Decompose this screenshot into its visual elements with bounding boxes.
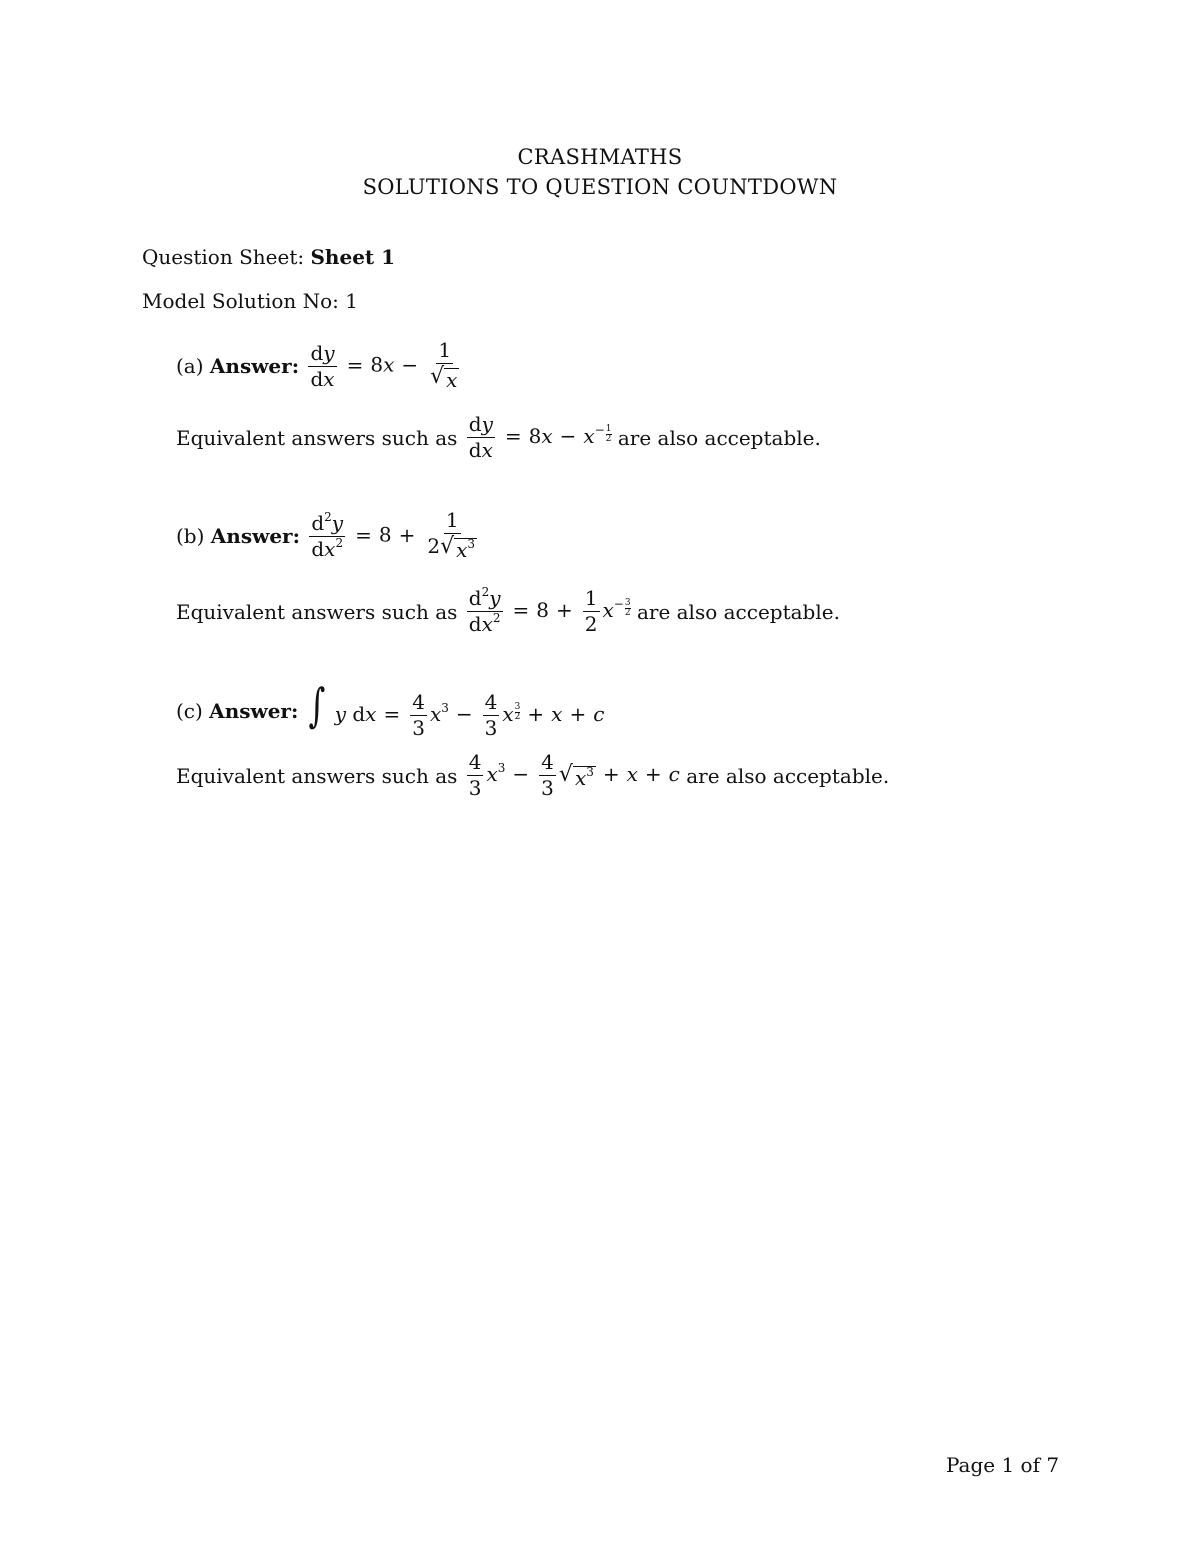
part-a-equiv-suffix: are also acceptable. — [617, 425, 821, 450]
document-title: CRASHMATHS — [517, 145, 683, 169]
part-c-answer-word: Answer: — [209, 698, 299, 723]
part-c-answer — [176, 678, 605, 740]
model-solution-label: Model Solution No: — [142, 289, 339, 313]
part-a-equiv-formula: $\frac{dy}{dx}$ = 8x − x− $\frac{1}{2}$ — [468, 412, 612, 462]
part-b-equiv-formula: $\frac{d^2y}{dx^2}$ = 8 + $\frac{1}{2}$ x− $\frac{3}{2}$ — [468, 585, 631, 636]
part-a-formula: $\frac{dy}{dx}$ = 8x − 1 √ x — [310, 338, 458, 392]
page-number: Page 1 of 7 — [946, 1453, 1060, 1477]
integral-sign-icon: ∫ — [308, 678, 326, 732]
part-b-answer-word: Answer: — [210, 524, 300, 548]
part-a-equivalent — [176, 414, 821, 461]
part-b-answer — [176, 510, 482, 562]
question-sheet-label: Question Sheet: — [142, 245, 305, 269]
part-b-equiv-prefix: Equivalent answers such as — [176, 599, 458, 624]
part-a-answer-word: Answer: — [209, 354, 300, 378]
part-b-label: (b) — [176, 524, 205, 548]
part-a-equiv-prefix: Equivalent answers such as — [176, 425, 458, 450]
part-c-label: (c) — [176, 698, 203, 723]
part-a-label: (a) — [176, 354, 204, 378]
part-b-equivalent — [176, 585, 840, 636]
question-sheet-value: Sheet 1 — [310, 245, 396, 269]
part-c-formula: ∫ y dx = $\frac{4}{3}$ $x^3$ − $\frac{4}{3}$ x $\frac{3}{2}$ + x + c — [308, 678, 605, 740]
question-sheet-line — [142, 245, 395, 269]
part-c-equiv-formula: $\frac{4}{3}$ $x^3$ − $\frac{4}{3}$ √ $x^3$ + x + c — [468, 750, 680, 800]
part-c-equiv-suffix: are also acceptable. — [686, 763, 890, 788]
part-b-formula: $\frac{d^2y}{dx^2}$ = 8 + 1 2 √ $x^3$ — [311, 508, 476, 562]
part-c-equivalent — [176, 752, 889, 799]
model-solution-line — [142, 289, 358, 313]
document-subtitle: SOLUTIONS TO QUESTION COUNTDOWN — [362, 175, 838, 199]
model-solution-value: 1 — [345, 289, 359, 313]
part-b-equiv-suffix: are also acceptable. — [636, 599, 840, 624]
part-c-equiv-prefix: Equivalent answers such as — [176, 763, 458, 788]
part-a-answer — [176, 340, 464, 392]
